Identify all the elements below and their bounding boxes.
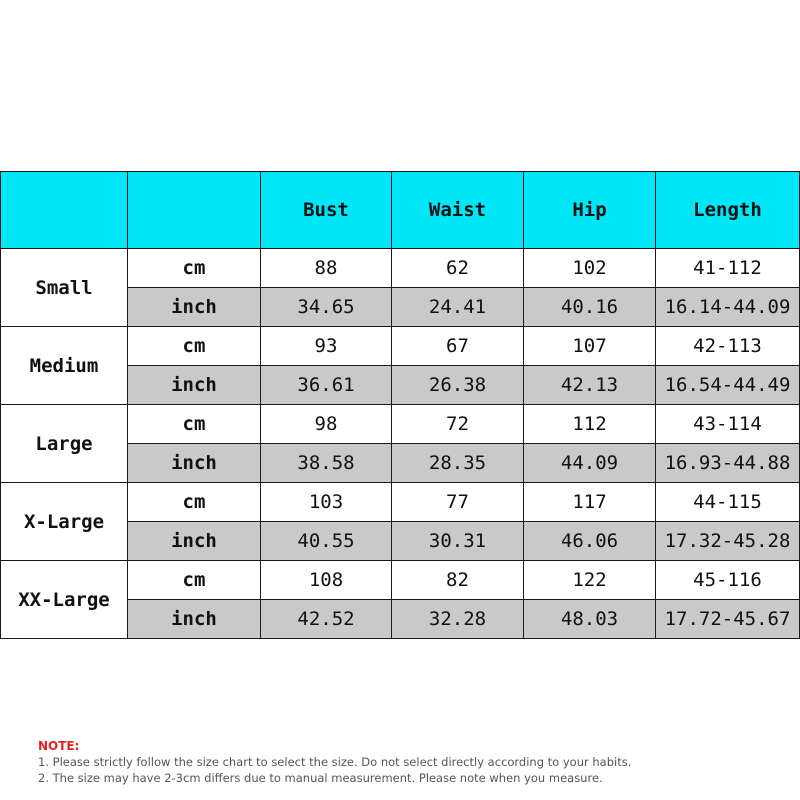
waist-cell: 77: [392, 483, 524, 522]
unit-cell: inch: [128, 600, 261, 639]
hip-cell: 102: [524, 249, 656, 288]
length-cell: 45-116: [656, 561, 800, 600]
bust-cell: 98: [261, 405, 392, 444]
bust-cell: 103: [261, 483, 392, 522]
waist-cell: 30.31: [392, 522, 524, 561]
size-name-cell: XX-Large: [1, 561, 128, 639]
bust-cell: 88: [261, 249, 392, 288]
length-cell: 17.32-45.28: [656, 522, 800, 561]
unit-cell: inch: [128, 366, 261, 405]
bust-cell: 36.61: [261, 366, 392, 405]
length-cell: 44-115: [656, 483, 800, 522]
table-row: [1, 249, 800, 288]
waist-cell: 67: [392, 327, 524, 366]
table-row: [1, 561, 800, 600]
bust-cell: 108: [261, 561, 392, 600]
hip-cell: 46.06: [524, 522, 656, 561]
header-length: Length: [656, 172, 800, 249]
hip-cell: 48.03: [524, 600, 656, 639]
hip-cell: 42.13: [524, 366, 656, 405]
waist-cell: 82: [392, 561, 524, 600]
length-cell: 41-112: [656, 249, 800, 288]
unit-cell: inch: [128, 444, 261, 483]
hip-cell: 117: [524, 483, 656, 522]
bust-cell: 42.52: [261, 600, 392, 639]
length-cell: 16.54-44.49: [656, 366, 800, 405]
waist-cell: 72: [392, 405, 524, 444]
waist-cell: 62: [392, 249, 524, 288]
bust-cell: 40.55: [261, 522, 392, 561]
length-cell: 42-113: [656, 327, 800, 366]
size-name-cell: Medium: [1, 327, 128, 405]
note-line-2: 2. The size may have 2-3cm differs due to manual measurement. Please note when you measure.: [38, 771, 603, 785]
size-name-cell: Small: [1, 249, 128, 327]
hip-cell: 112: [524, 405, 656, 444]
unit-cell: cm: [128, 249, 261, 288]
size-name-cell: Large: [1, 405, 128, 483]
unit-cell: cm: [128, 327, 261, 366]
header-hip: Hip: [524, 172, 656, 249]
table-row: [1, 405, 800, 444]
hip-cell: 44.09: [524, 444, 656, 483]
table-row: [1, 483, 800, 522]
hip-cell: 40.16: [524, 288, 656, 327]
hip-cell: 122: [524, 561, 656, 600]
unit-cell: cm: [128, 483, 261, 522]
header-waist: Waist: [392, 172, 524, 249]
hip-cell: 107: [524, 327, 656, 366]
waist-cell: 28.35: [392, 444, 524, 483]
table-body: [1, 249, 800, 639]
size-name-cell: X-Large: [1, 483, 128, 561]
bust-cell: 38.58: [261, 444, 392, 483]
waist-cell: 24.41: [392, 288, 524, 327]
unit-cell: cm: [128, 561, 261, 600]
note-line-1: 1. Please strictly follow the size chart to select the size. Do not select directly according to your habits.: [38, 755, 632, 769]
note-title: NOTE:: [38, 739, 80, 753]
bust-cell: 34.65: [261, 288, 392, 327]
length-cell: 17.72-45.67: [656, 600, 800, 639]
length-cell: 16.14-44.09: [656, 288, 800, 327]
length-cell: 43-114: [656, 405, 800, 444]
header-row: [1, 172, 800, 249]
header-unit: [128, 172, 261, 249]
size-chart-table: [0, 171, 800, 639]
header-bust: Bust: [261, 172, 392, 249]
header-size: [1, 172, 128, 249]
waist-cell: 32.28: [392, 600, 524, 639]
unit-cell: inch: [128, 288, 261, 327]
note-section: [38, 738, 778, 786]
waist-cell: 26.38: [392, 366, 524, 405]
unit-cell: cm: [128, 405, 261, 444]
table-row: [1, 327, 800, 366]
bust-cell: 93: [261, 327, 392, 366]
unit-cell: inch: [128, 522, 261, 561]
length-cell: 16.93-44.88: [656, 444, 800, 483]
